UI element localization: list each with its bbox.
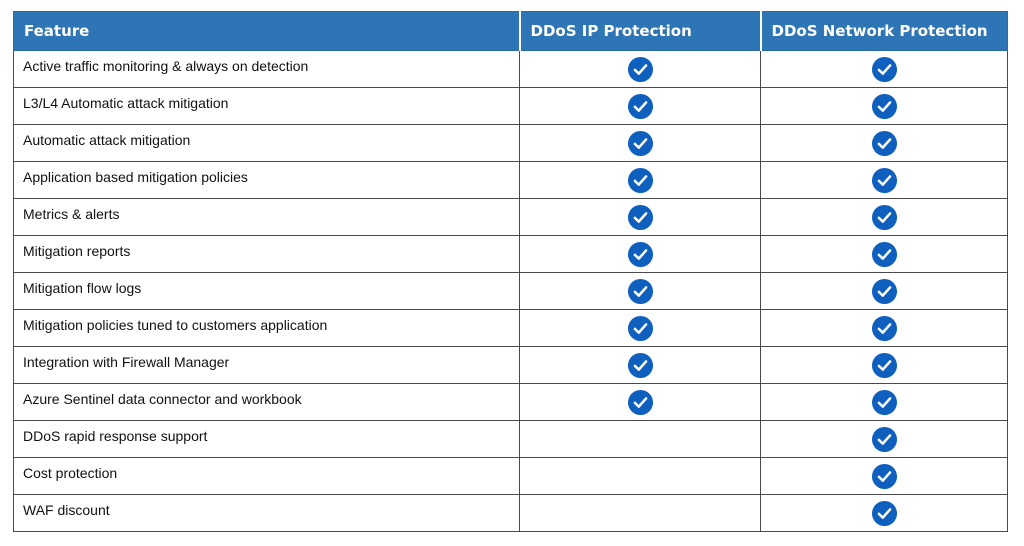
checkmark-icon [871,204,898,231]
network-protection-cell [761,125,1008,162]
header-feature: Feature [14,12,520,51]
checkmark-icon [627,352,654,379]
table-row [14,125,1008,162]
ip-protection-cell [520,125,761,162]
checkmark-icon [871,463,898,490]
checkmark-icon [871,278,898,305]
table-row [14,199,1008,236]
network-protection-cell [761,51,1008,88]
feature-cell: L3/L4 Automatic attack mitigation [14,88,520,125]
ip-protection-cell [520,236,761,273]
ip-protection-cell [520,421,761,458]
checkmark-icon [627,315,654,342]
checkmark-icon [627,241,654,268]
ip-protection-cell [520,51,761,88]
checkmark-icon [871,93,898,120]
checkmark-icon [627,389,654,416]
feature-cell: WAF discount [14,495,520,532]
feature-cell: Cost protection [14,458,520,495]
ip-protection-cell [520,88,761,125]
table-row [14,51,1008,88]
ip-protection-cell [520,495,761,532]
checkmark-icon [627,278,654,305]
table-header-row [14,12,1008,51]
checkmark-icon [627,56,654,83]
feature-cell: Automatic attack mitigation [14,125,520,162]
checkmark-icon [871,56,898,83]
checkmark-icon [871,130,898,157]
feature-cell: Mitigation policies tuned to customers application [14,310,520,347]
checkmark-icon [627,93,654,120]
table-row [14,236,1008,273]
table-row [14,384,1008,421]
feature-cell: Azure Sentinel data connector and workbook [14,384,520,421]
checkmark-icon [871,500,898,527]
network-protection-cell [761,273,1008,310]
checkmark-icon [871,167,898,194]
checkmark-icon [627,130,654,157]
table-row [14,495,1008,532]
checkmark-icon [871,315,898,342]
checkmark-icon [871,352,898,379]
table-body [14,51,1008,532]
checkmark-icon [871,389,898,416]
network-protection-cell [761,421,1008,458]
table-row [14,273,1008,310]
table-row [14,88,1008,125]
feature-comparison-table [13,11,1008,532]
table-row [14,310,1008,347]
header-network-protection: DDoS Network Protection [761,12,1008,51]
feature-cell: Active traffic monitoring & always on detection [14,51,520,88]
table-row [14,421,1008,458]
checkmark-icon [871,426,898,453]
network-protection-cell [761,310,1008,347]
network-protection-cell [761,162,1008,199]
ip-protection-cell [520,199,761,236]
table-row [14,458,1008,495]
checkmark-icon [627,204,654,231]
network-protection-cell [761,88,1008,125]
header-ip-protection: DDoS IP Protection [520,12,761,51]
network-protection-cell [761,236,1008,273]
feature-cell: Mitigation reports [14,236,520,273]
network-protection-cell [761,495,1008,532]
table-row [14,347,1008,384]
ip-protection-cell [520,273,761,310]
checkmark-icon [627,167,654,194]
checkmark-icon [871,241,898,268]
ip-protection-cell [520,458,761,495]
feature-cell: DDoS rapid response support [14,421,520,458]
feature-cell: Mitigation flow logs [14,273,520,310]
network-protection-cell [761,199,1008,236]
ip-protection-cell [520,347,761,384]
table-row [14,162,1008,199]
ip-protection-cell [520,384,761,421]
feature-cell: Application based mitigation policies [14,162,520,199]
network-protection-cell [761,384,1008,421]
feature-cell: Metrics & alerts [14,199,520,236]
feature-cell: Integration with Firewall Manager [14,347,520,384]
network-protection-cell [761,458,1008,495]
ip-protection-cell [520,162,761,199]
ip-protection-cell [520,310,761,347]
network-protection-cell [761,347,1008,384]
